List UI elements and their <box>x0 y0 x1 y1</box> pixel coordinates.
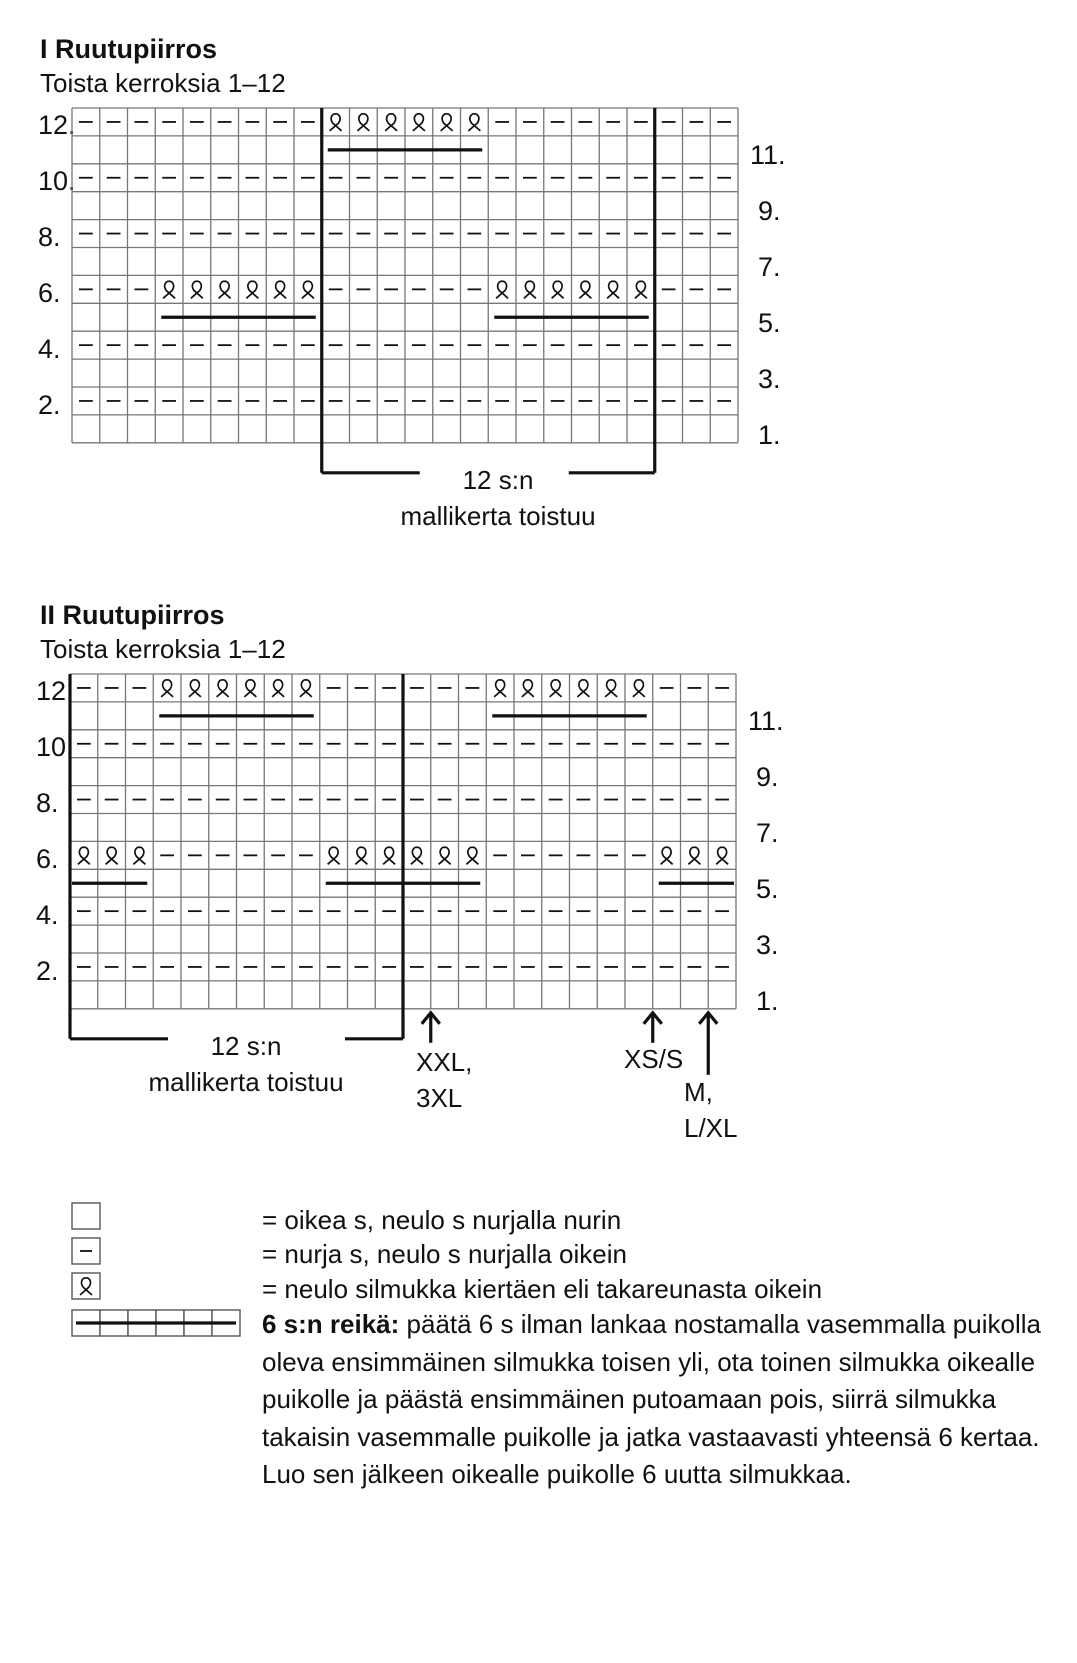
chart2-row-9: 9. <box>756 762 779 792</box>
size-marker-xxl: XXL, 3XL <box>416 1047 473 1113</box>
twisted-symbol <box>189 680 201 697</box>
chart1-row-8: 8. <box>38 222 61 252</box>
twisted-symbol <box>133 847 145 864</box>
legend-symbols <box>72 1203 240 1336</box>
chart2-title: II Ruutupiirros <box>40 600 225 630</box>
twisted-symbol <box>217 680 229 697</box>
chart2-row-7: 7. <box>756 818 779 848</box>
legend-twisted-box <box>72 1273 100 1299</box>
twisted-symbol <box>274 281 286 298</box>
chart2-grid <box>70 674 736 1075</box>
twisted-symbol <box>466 847 478 864</box>
twisted-symbol <box>524 281 536 298</box>
twisted-symbol <box>494 680 506 697</box>
legend-knit: = oikea s, neulo s nurjalla nurin <box>262 1205 622 1235</box>
twisted-symbol <box>552 281 564 298</box>
twisted-symbol <box>468 114 480 131</box>
chart2-row-5: 5. <box>756 874 779 904</box>
twisted-symbol <box>496 281 508 298</box>
twisted-symbol <box>550 680 562 697</box>
twisted-symbol <box>78 847 90 864</box>
twisted-symbol <box>413 114 425 131</box>
twisted-symbol <box>633 680 645 697</box>
chart1-row-9: 9. <box>758 196 781 226</box>
legend-knit-box <box>72 1203 100 1229</box>
chart1-row-5: 5. <box>758 308 781 338</box>
chart1-repeat-caption: 12 s:n mallikerta toistuu <box>400 465 596 531</box>
twisted-symbol <box>161 680 173 697</box>
twisted-symbol <box>411 847 423 864</box>
twisted-symbol <box>579 281 591 298</box>
size-marker-m: M, L/XL <box>684 1077 738 1143</box>
legend-purl: = nurja s, neulo s nurjalla oikein <box>262 1239 627 1269</box>
chart1-row-4: 4. <box>38 334 61 364</box>
chart2-row-1: 1. <box>756 986 779 1016</box>
chart1-subtitle: Toista kerroksia 1‒12 <box>40 68 286 98</box>
legend-twisted: = neulo silmukka kiertäen eli takareunasta oikein <box>262 1274 823 1304</box>
twisted-symbol <box>246 281 258 298</box>
chart1-row-1: 1. <box>758 420 781 450</box>
twisted-symbol <box>330 114 342 131</box>
twisted-symbol <box>383 847 395 864</box>
chart1-row-2: 2. <box>38 390 61 420</box>
twisted-symbol <box>635 281 647 298</box>
twisted-symbol <box>688 847 700 864</box>
twisted-symbol <box>716 847 728 864</box>
legend-hole: 6 s:n reikä: päätä 6 s ilman lankaa nostamalla vasemmalla puikolla oleva ensimmäinen silmukka toisen yli, ota toinen silmukka oikealle puikolle ja päästä ensimmäinen putoamaan pois, siirrä silmukka takaisin vasemmalle puikolle ja jatka vastaavasti yhteensä 6 kertaa. Luo sen jälkeen oikealle puikolle 6 uutta silmukkaa. <box>262 1309 1041 1489</box>
twisted-symbol <box>357 114 369 131</box>
size-marker-xs: XS/S <box>624 1044 684 1074</box>
twisted-symbol <box>385 114 397 131</box>
chart1-row-6: 6. <box>38 278 61 308</box>
twisted-symbol <box>355 847 367 864</box>
chart1-row-11: 11. <box>750 140 786 170</box>
chart1-title: I Ruutupiirros <box>40 34 217 64</box>
chart1-row-7: 7. <box>758 252 781 282</box>
twisted-symbol <box>106 847 118 864</box>
twisted-symbol <box>522 680 534 697</box>
twisted-symbol <box>577 680 589 697</box>
twisted-symbol <box>661 847 673 864</box>
chart1-row-10: 10. <box>38 166 76 196</box>
chart1-grid <box>72 108 738 473</box>
twisted-symbol <box>191 281 203 298</box>
twisted-symbol <box>163 281 175 298</box>
twisted-symbol <box>272 680 284 697</box>
chart2-row-10: 10. <box>36 732 74 762</box>
twisted-symbol <box>605 680 617 697</box>
chart2-row-4: 4. <box>36 900 59 930</box>
chart2-row-12: 12. <box>36 676 74 706</box>
twisted-symbol <box>302 281 314 298</box>
twisted-symbol <box>607 281 619 298</box>
twisted-symbol <box>441 114 453 131</box>
chart2-row-2: 2. <box>36 956 59 986</box>
twisted-symbol <box>219 281 231 298</box>
twisted-symbol <box>439 847 451 864</box>
chart1-row-3: 3. <box>758 364 781 394</box>
chart2-row-11: 11. <box>748 706 784 736</box>
twisted-symbol <box>300 680 312 697</box>
chart1-row-12: 12. <box>38 110 76 140</box>
chart2-row-8: 8. <box>36 788 59 818</box>
chart2-row-6: 6. <box>36 844 59 874</box>
chart2-repeat-caption: 12 s:n mallikerta toistuu <box>148 1031 344 1097</box>
twisted-symbol <box>328 847 340 864</box>
chart2-row-3: 3. <box>756 930 779 960</box>
chart2-subtitle: Toista kerroksia 1‒12 <box>40 634 286 664</box>
twisted-symbol <box>244 680 256 697</box>
